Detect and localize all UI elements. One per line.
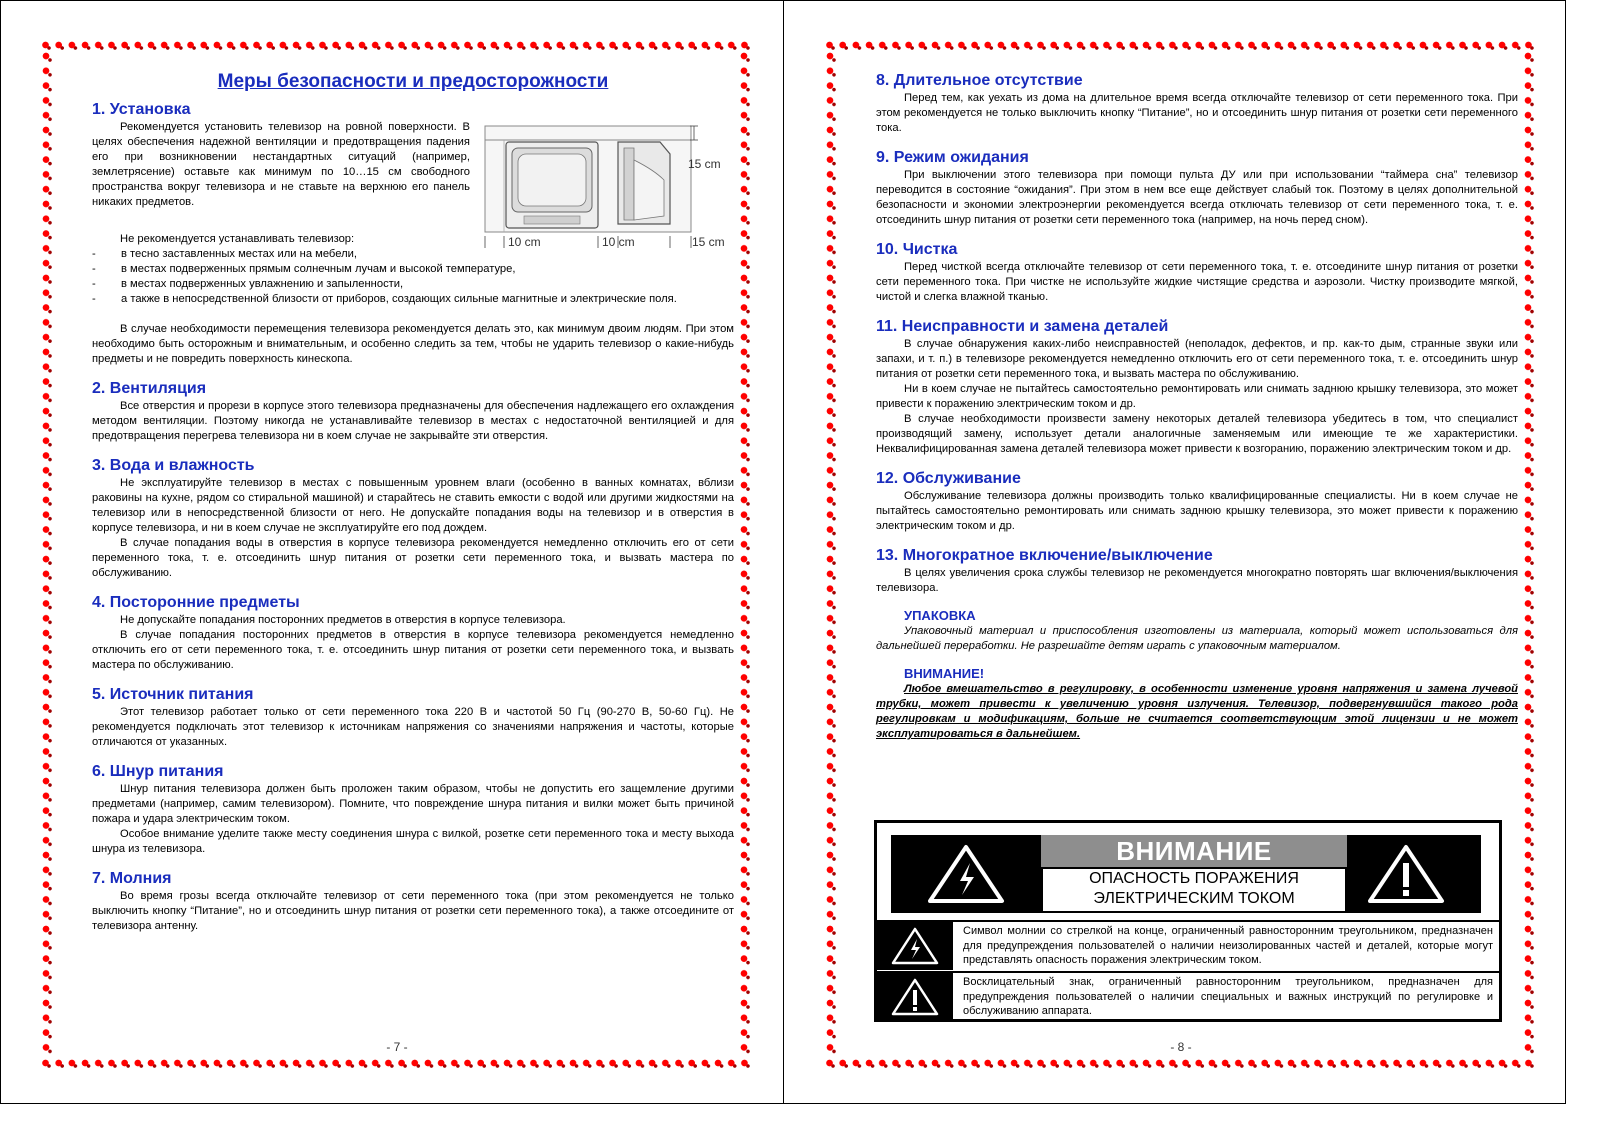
exclamation-warning-icon — [1331, 835, 1481, 913]
page-number: - 8 - — [1170, 1040, 1192, 1054]
section-heading-absence: 8. Длительное отсутствие — [876, 72, 1083, 89]
lightning-symbol-description: Символ молнии со стрелкой на конце, ограниченный равносторонним треугольником, предназначен для предупреждения пользователей о наличии неизолированных частей и деталей, которые могут представлять опасность поражения электрическим током. — [963, 925, 1493, 966]
bead-border-left — [826, 52, 838, 1058]
page-title: Меры безопасности и предосторожности — [217, 71, 609, 92]
packing-heading: УПАКОВКА — [904, 608, 976, 623]
cleaning-paragraph: Перед чисткой всегда отключайте телевизор от сети переменного тока, т. е. отсоедините шнур питания от розетки сети переменного тока. При чистке не используйте жидкие чистящие средства и аэрозоли. Чистку производите мягкой, чистой и слегка влажной тканью. — [876, 261, 1518, 303]
section-heading-foreign-objects: 4. Посторонние предметы — [92, 594, 300, 611]
bead-border-right — [740, 52, 752, 1058]
absence-paragraph: Перед тем, как уехать из дома на длительное время всегда отключайте телевизор от сети переменного тока. При этом рекомендуется не только выключить кнопку “Питание”, но и отсоединить шнур питания от розетки сети переменного тока. — [876, 92, 1518, 134]
warning-title: ВНИМАНИЕ — [1041, 835, 1347, 867]
section-heading-power-cord: 6. Шнур питания — [92, 763, 224, 780]
attention-paragraph: Любое вмешательство в регулировку, в особенности изменение уровня напряжения и замена лучевой трубки, может привести к увеличению уровня излучения. Телевизор, подвергнувшийся такого рода регулировкам и модификациям, больше не считается соответствующим этой лицензии и не может эксплуатироваться в дальнейшем. — [876, 683, 1518, 740]
bead-border-right — [1524, 52, 1536, 1058]
page-divider — [783, 0, 784, 1104]
dimension-bottom-label-1: 10 cm — [508, 235, 541, 249]
warning-subtitle — [1043, 869, 1345, 911]
faults-paragraph-2: Ни в коем случае не пытайтесь самостоятельно ремонтировать или снимать заднюю крышку телевизора, это может привести к поражению электрическим током и др. — [876, 383, 1518, 410]
exclamation-symbol-description: Восклицательный знак, ограниченный равносторонним треугольником, предназначен для предупреждения пользователей о наличии специальных и важных инструкций по регулировке и обслуживанию аппарата. — [963, 976, 1493, 1017]
faults-paragraph-1: В случае обнаружения каких-либо неисправностей (неполадок, дефектов, и пр. как-то дым, странные звуки или запахи, и т. п.) в телевизоре рекомендуется немедленно отключить его от сети переменного тока, т. е. отсоединить шнур питания от розетки сети переменного тока, и вызвать мастера по обслуживанию. — [876, 338, 1518, 380]
exclamation-warning-icon — [877, 973, 953, 1021]
page-8 — [826, 40, 1536, 1070]
warning-subtitle-line-2: ЭЛЕКТРИЧЕСКИМ ТОКОМ — [1093, 890, 1295, 907]
water-paragraph-1: Не эксплуатируйте телевизор в местах с повышенным уровнем влаги (особенно в ванных комнатах, вблизи раковины на кухне, рядом со стиральной машиной) и старайтесь не ставить емкости с водой или другими жидкостями на телевизор или в непосредственной близости от него. Не допускайте попадания воды на телевизор и в отверстия в корпусе телевизора, и ни в коем случае не эксплуатируйте его под дождем. — [92, 477, 734, 534]
power-cycling-paragraph: В целях увеличения срока службы телевизор не рекомендуется многократно повторять шаг включения/выключения телевизора. — [876, 567, 1518, 594]
list-item: - в тесно заставленных местах или на мебели, — [92, 247, 734, 262]
electric-shock-warning-panel — [874, 820, 1502, 1022]
installation-paragraph-2: Не рекомендуется устанавливать телевизор: — [120, 233, 355, 245]
power-cord-paragraph-1: Шнур питания телевизора должен быть проложен таким образом, чтобы не допустить его защемление другими предметами (например, самим телевизором). Помните, что повреждение шнура питания и вилки может быть причиной пожара и удара электрическим током. — [92, 783, 734, 825]
dimension-top-label: 15 cm — [688, 157, 721, 171]
list-item: - в местах подверженных прямым солнечным лучам и высокой температуре, — [92, 262, 734, 277]
section-heading-cleaning: 10. Чистка — [876, 241, 958, 258]
list-item: - а также в непосредственной близости от приборов, создающих сильные магнитные и электрические поля. — [92, 292, 734, 307]
installation-paragraph-3: В случае необходимости перемещения телевизора рекомендуется делать это, как минимум двоим людям. При этом необходимо быть осторожным и внимательным, и особенно следить за тем, чтобы не ударить телевизор о какие-нибудь предметы и не повредить поверхность кинескопа. — [92, 323, 734, 365]
service-paragraph: Обслуживание телевизора должны производить только квалифицированные специалисты. Ни в коем случае не пытайтесь самостоятельно ремонтировать или снимать заднюю крышку телевизора, это может привести к поражению электрическим током и др. — [876, 490, 1518, 532]
water-paragraph-2: В случае попадания воды в отверстия в корпусе телевизора рекомендуется немедленно отключить его от сети переменного тока, т. е. отсоединить шнур питания от розетки сети переменного тока, и вызвать мастера по обслуживанию. — [92, 537, 734, 579]
installation-paragraph-1: Рекомендуется установить телевизор на ровной поверхности. В целях обеспечения надежной вентиляции и предотвращения падения его при возникновении нестандартных ситуаций (например, землетрясение) оставьте как минимум по 10…15 см свободного пространства вокруг телевизора и не ставьте на верхнюю его панель никаких предметов. — [92, 121, 470, 208]
foreign-objects-paragraph-2: В случае попадания посторонних предметов в отверстия в корпусе телевизора рекомендуется немедленно отключить его от сети переменного тока, т. е. отсоединить шнур питания от розетки сети переменного тока, и вызвать мастера по обслуживанию. — [92, 629, 734, 671]
lightning-warning-icon — [877, 922, 953, 970]
page-number: - 7 - — [386, 1040, 408, 1054]
lightning-warning-icon — [891, 835, 1041, 913]
page-8-content — [876, 72, 1518, 742]
dimension-bottom-label-3: 15 cm — [692, 235, 725, 249]
attention-heading: ВНИМАНИЕ! — [904, 666, 985, 681]
power-source-paragraph: Этот телевизор работает только от сети переменного тока 220 В и частотой 50 Гц (90-270 В, 50-60 Гц). Не рекомендуется подключать этот телевизор к источникам напряжения со значениями напряжения и частоты, которые отличаются от указанных. — [92, 706, 734, 748]
page-7 — [42, 40, 752, 1070]
packing-paragraph: Упаковочный материал и приспособления изготовлены из материала, который может использоваться для дальнейшей переработки. Не разрешайте детям играть с упаковочным материалом. — [876, 625, 1518, 652]
list-item: - в местах подверженных увлажнению и запыленности, — [92, 277, 734, 292]
lightning-paragraph: Во время грозы всегда отключайте телевизор от сети переменного тока (при этом рекомендуется не только выключить кнопку “Питание”, но и отсоединить шнур питания от розетки сети переменного тока), а также отсоедините от телевизора антенну. — [92, 890, 734, 932]
standby-paragraph: При выключении этого телевизора при помощи пульта ДУ или при использовании “таймера сна” телевизор переводится в состояние “ожидания”. При этом в нем все еще действует слабый ток. Поэтому в целях дополнительной безопасности и экономии электроэнергии рекомендуется всегда отключать телевизор от сети переменного тока, т. е. отсоединить шнур питания от розетки сети переменного тока (например, на ночь перед сном). — [876, 169, 1518, 226]
warning-panel-header — [891, 835, 1481, 913]
section-heading-ventilation: 2. Вентиляция — [92, 380, 207, 397]
section-heading-power-source: 5. Источник питания — [92, 686, 254, 703]
section-heading-power-cycling: 13. Многократное включение/выключение — [876, 547, 1213, 564]
bead-border-top — [42, 40, 752, 52]
page-7-content — [92, 72, 734, 934]
bead-border-top — [826, 40, 1536, 52]
bead-border-bottom — [826, 1058, 1536, 1070]
foreign-objects-paragraph-1: Не допускайте попадания посторонних предметов в отверстия в корпусе телевизора. — [120, 614, 566, 626]
warning-row-lightning — [877, 920, 1499, 970]
warning-row-exclamation — [877, 971, 1499, 1021]
section-heading-installation: 1. Установка — [92, 101, 191, 118]
bead-border-left — [42, 52, 54, 1058]
section-heading-service: 12. Обслуживание — [876, 470, 1021, 487]
section-heading-water: 3. Вода и влажность — [92, 457, 255, 474]
ventilation-paragraph: Все отверстия и прорези в корпусе этого телевизора предназначены для обеспечения надлежащего его охлаждения методом вентиляции. Поэтому никогда не устанавливайте телевизор в местах с недостаточной вентиляцией и для предотвращения перегрева телевизора ни в коем случае не закрывайте эти отверстия. — [92, 400, 734, 442]
warning-subtitle-line-1: ОПАСНОСТЬ ПОРАЖЕНИЯ — [1089, 870, 1299, 887]
section-heading-faults: 11. Неисправности и замена деталей — [876, 318, 1169, 335]
warning-panel-title-block — [1041, 835, 1347, 913]
section-heading-standby: 9. Режим ожидания — [876, 149, 1029, 166]
section-heading-lightning: 7. Молния — [92, 870, 172, 887]
bead-border-bottom — [42, 1058, 752, 1070]
dimension-bottom-label-2: 10 cm — [602, 235, 635, 249]
tv-clearance-figure — [484, 120, 734, 252]
tv-clearance-diagram — [484, 120, 734, 252]
installation-list — [92, 247, 734, 307]
power-cord-paragraph-2: Особое внимание уделите также месту соединения шнура с вилкой, розетке сети переменного тока и месту выхода шнура из телевизора. — [92, 828, 734, 855]
faults-paragraph-3: В случае необходимости произвести замену некоторых деталей телевизора убедитесь в том, что специалист производящий замену, использует детали аналогичные заменяемым или имеющие те же характеристики. Неквалифицированная замена деталей телевизора может привести к возгоранию, поражению электрическим током и др. — [876, 413, 1518, 455]
